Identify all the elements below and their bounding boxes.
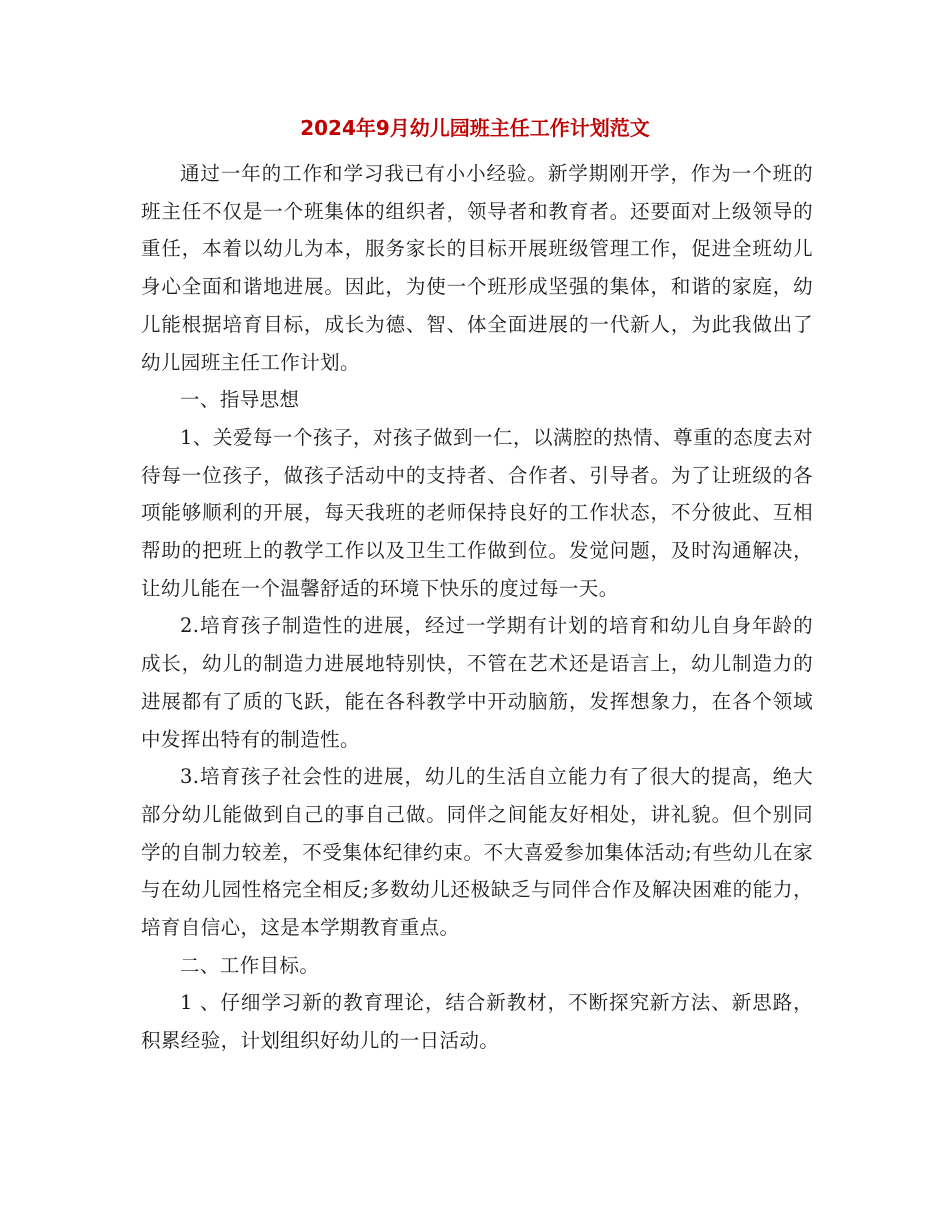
section-heading-work-goals: 二、工作目标。 [180,953,320,977]
guiding-point-3: 3.培育孩子社会性的进展，幼儿的生活自立能力有了很大的提高，绝大部分幼儿能做到自己的事自己做。同伴之间能友好相处，讲礼貌。但个别同学的自制力较差，不受集体纪律约束。不大喜爱参加集体活动;有些幼儿在家与在幼儿园性格完全相反;多数幼儿还极缺乏与同伴合作及解决困难的能力，培育自信心，这是本学期教育重点。 [141,765,813,940]
document-title: 2024年9月幼儿园班主任工作计划范文 [300,116,650,140]
guiding-point-1: 1、关爱每一个孩子，对孩子做到一仁，以满腔的热情、尊重的态度去对待每一位孩子，做孩子活动中的支持者、合作者、引导者。为了让班级的各项能够顺利的开展，每天我班的老师保持良好的工作状态，不分彼此、互相帮助的把班上的教学工作以及卫生工作做到位。发觉问题，及时沟通解决，让幼儿能在一个温馨舒适的环境下快乐的度过每一天。 [141,425,813,600]
section-heading-guiding-ideology: 一、指导思想 [180,388,300,412]
guiding-point-2: 2.培育孩子制造性的进展，经过一学期有计划的培育和幼儿自身年龄的成长，幼儿的制造力进展地特别快，不管在艺术还是语言上，幼儿制造力的进展都有了质的飞跃，能在各科教学中开动脑筋，发挥想象力，在各个领域中发挥出特有的制造性。 [141,614,813,751]
work-goal-1: 1 、仔细学习新的教育理论，结合新教材，不断探究新方法、新思路，积累经验，计划组织好幼儿的一日活动。 [141,991,813,1053]
intro-paragraph: 通过一年的工作和学习我已有小小经验。新学期刚开学，作为一个班的班主任不仅是一个班集体的组织者，领导者和教育者。还要面对上级领导的重任，本着以幼儿为本，服务家长的目标开展班级管理工作，促进全班幼儿身心全面和谐地进展。因此，为使一个班形成坚强的集体，和谐的家庭，幼儿能根据培育目标，成长为德、智、体全面进展的一代新人，为此我做出了幼儿园班主任工作计划。 [141,162,813,374]
document-body [141,155,813,1060]
